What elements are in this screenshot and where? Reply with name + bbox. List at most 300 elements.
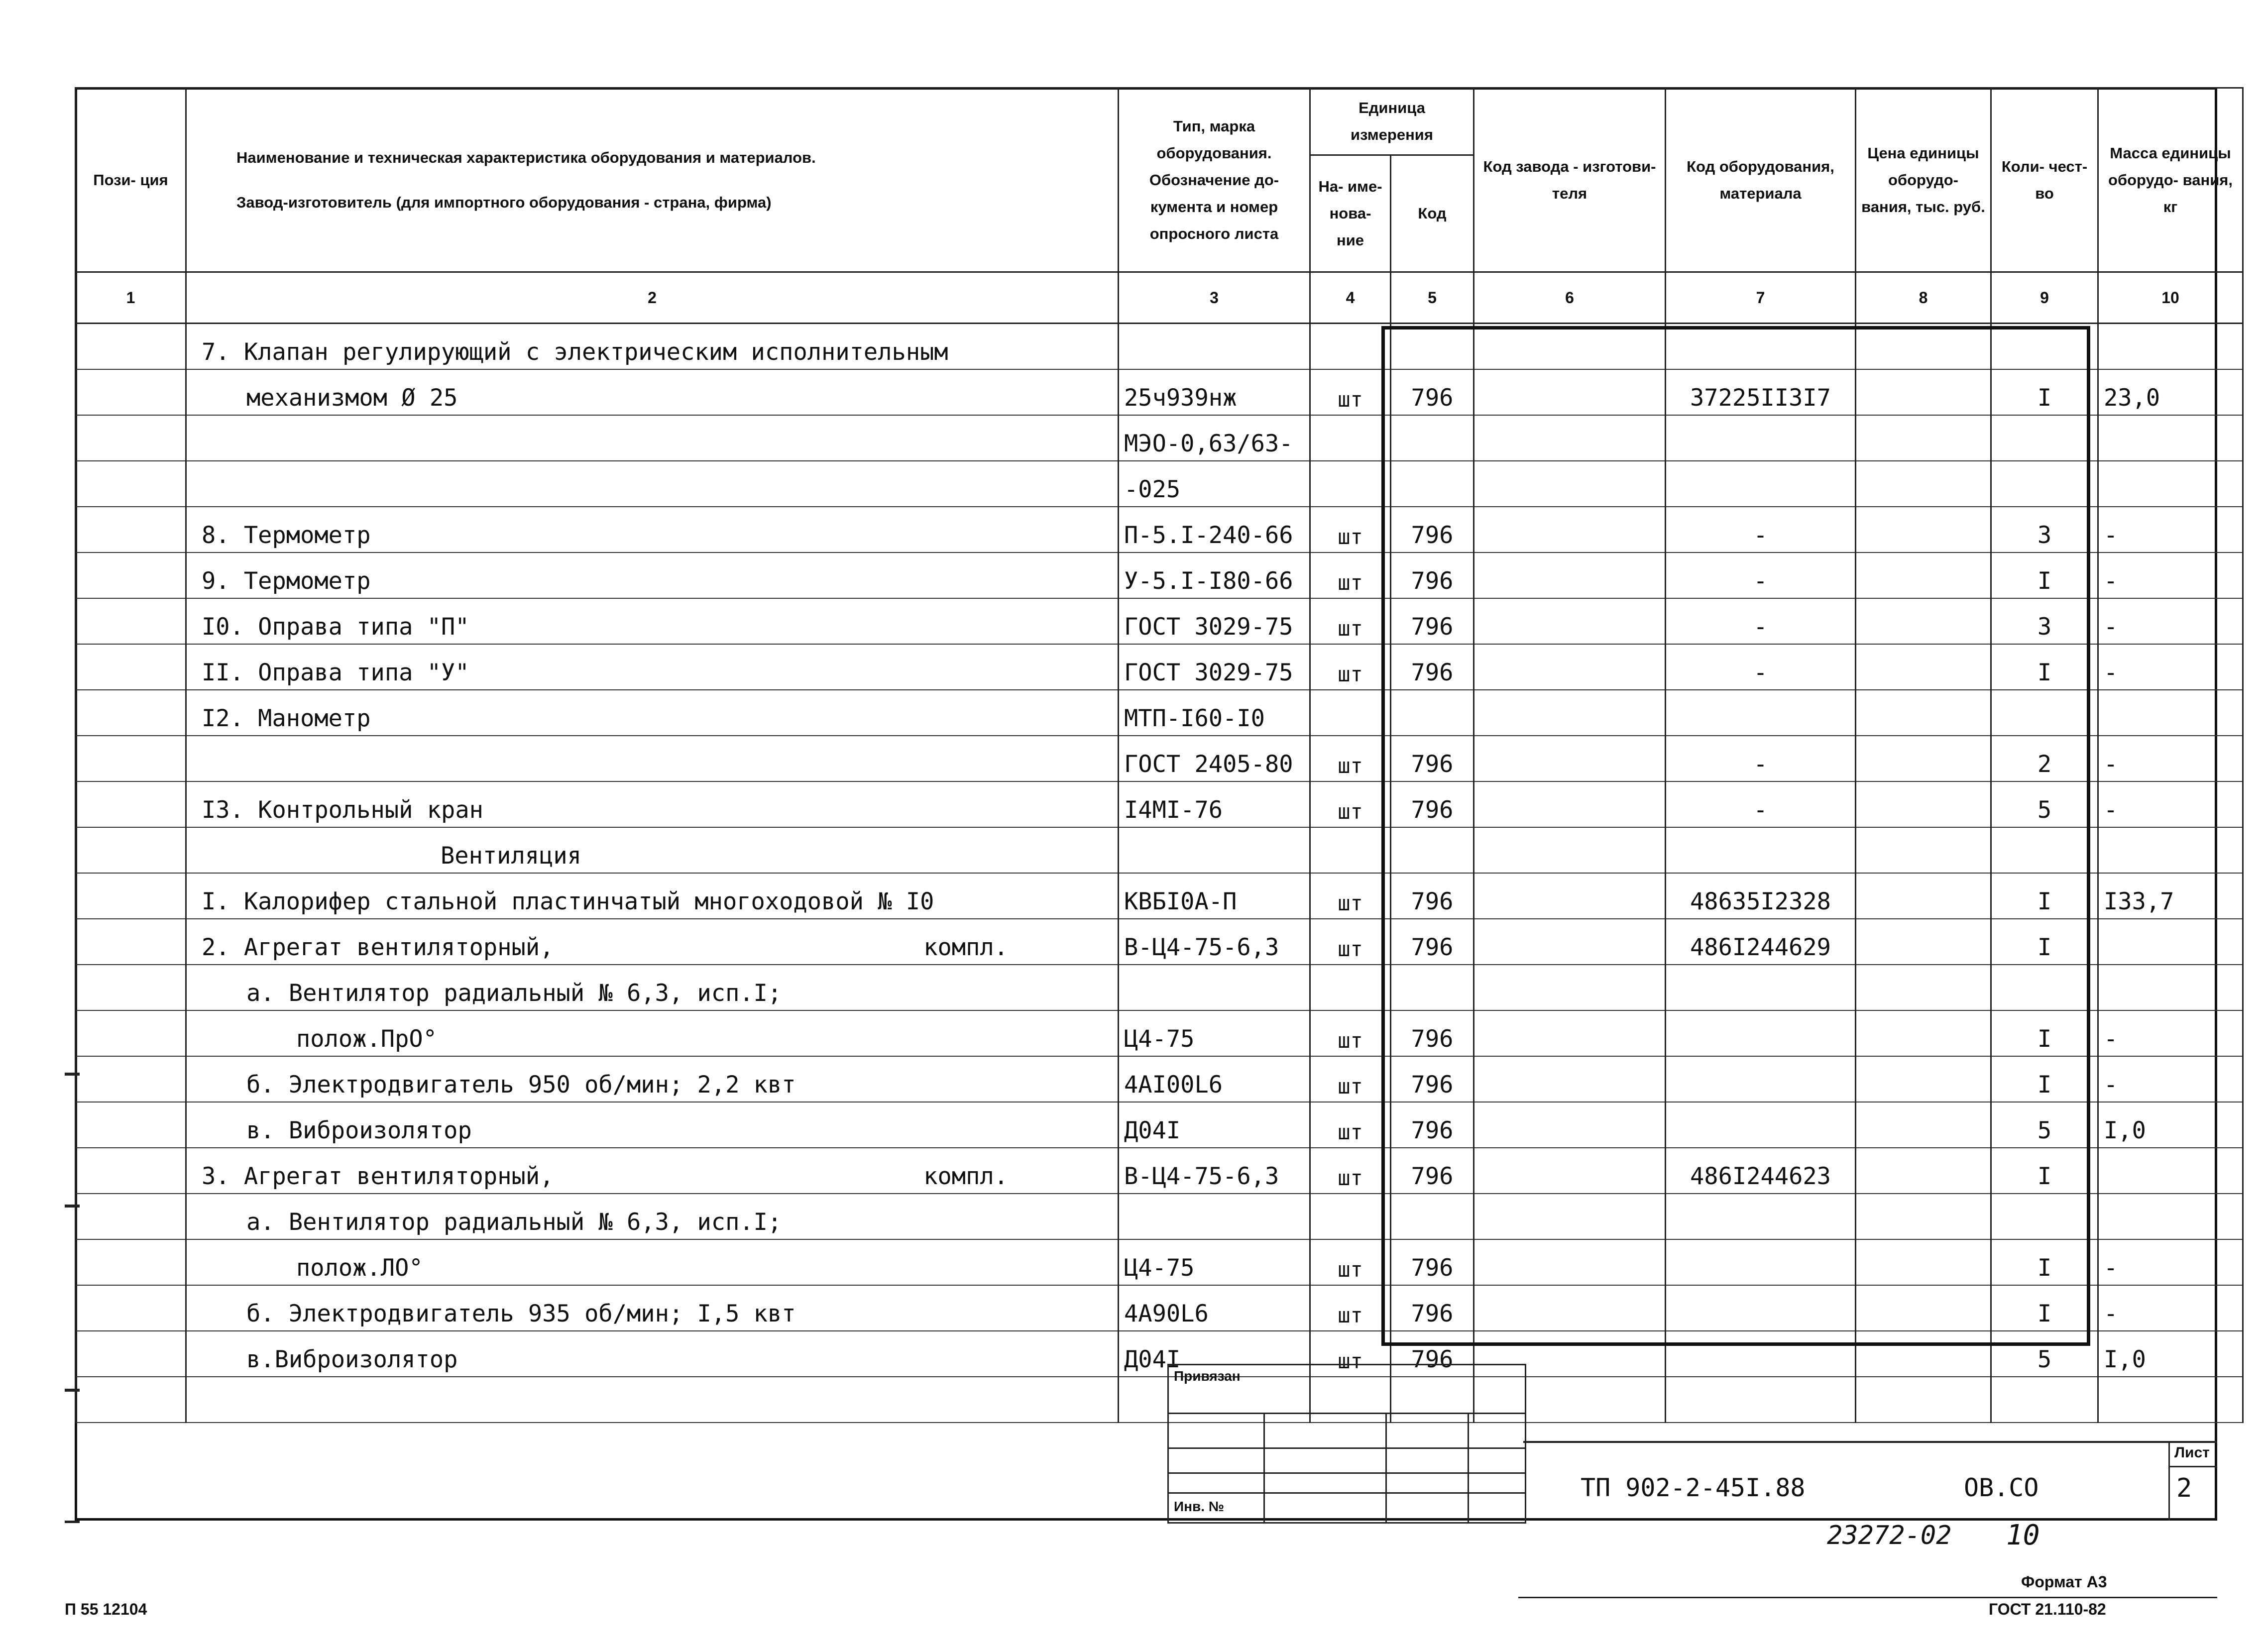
header-unit-name: На- име- нова- ние — [1310, 155, 1391, 272]
plant-cell — [1474, 1285, 1666, 1331]
stamp-divider — [1385, 1413, 1387, 1522]
table-row — [76, 827, 2243, 873]
unit-cell: шт — [1310, 781, 1391, 827]
mass-cell: - — [2098, 507, 2243, 552]
code-cell: 796 — [1391, 552, 1474, 598]
name-cell — [186, 644, 1119, 690]
header-plant-code: Код завода - изготови- теля — [1474, 88, 1666, 272]
set-label: компл. — [923, 1163, 1008, 1190]
price-cell — [1856, 369, 1991, 415]
equip-cell — [1666, 1056, 1856, 1102]
mass-cell: - — [2098, 781, 2243, 827]
position-cell — [76, 781, 186, 827]
plant-cell — [1474, 827, 1666, 873]
table-row — [76, 919, 2243, 965]
code-cell: 796 — [1391, 1102, 1474, 1148]
position-cell — [76, 598, 186, 644]
mass-cell: I33,7 — [2098, 873, 2243, 919]
column-number: 5 — [1391, 272, 1474, 324]
qty-cell: 3 — [1991, 598, 2098, 644]
price-cell — [1856, 736, 1991, 781]
name-cell — [186, 552, 1119, 598]
table-row — [76, 507, 2243, 552]
mass-cell — [2098, 415, 2243, 461]
price-cell — [1856, 415, 1991, 461]
item-name: I0. Оправа типа "П" — [202, 613, 469, 641]
position-cell — [76, 1285, 186, 1331]
qty-cell: 3 — [1991, 507, 2098, 552]
unit-cell — [1310, 1194, 1391, 1239]
type-cell: В-Ц4-75-6,3 — [1119, 1148, 1310, 1194]
name-cell — [186, 1239, 1119, 1285]
code-cell — [1391, 965, 1474, 1010]
unit-cell — [1310, 827, 1391, 873]
item-name: а. Вентилятор радиальный № 6,3, исп.I; — [246, 1209, 782, 1236]
qty-cell: I — [1991, 873, 2098, 919]
header-position: Пози- ция — [76, 88, 186, 272]
item-name: I2. Манометр — [202, 705, 371, 732]
handwritten-number: 10 — [2006, 1519, 2040, 1551]
header-equipment-code: Код оборудования, материала — [1666, 88, 1856, 272]
unit-cell: шт — [1310, 1056, 1391, 1102]
plant-cell — [1474, 1102, 1666, 1148]
mass-cell — [2098, 690, 2243, 736]
type-cell: У-5.I-I80-66 — [1119, 552, 1310, 598]
stamp-divider — [1263, 1413, 1265, 1522]
unit-cell: шт — [1310, 873, 1391, 919]
privyazan-stamp — [1167, 1364, 1526, 1524]
plant-cell — [1474, 461, 1666, 507]
mass-cell: - — [2098, 1010, 2243, 1056]
section-code: ОВ.СО — [1964, 1473, 2039, 1502]
name-cell — [186, 461, 1119, 507]
table-row — [76, 1194, 2243, 1239]
column-number: 4 — [1310, 272, 1391, 324]
table-row — [76, 965, 2243, 1010]
equip-cell: - — [1666, 736, 1856, 781]
footer-rule — [1518, 1597, 2217, 1598]
name-cell — [186, 919, 1119, 965]
type-cell: ГОСТ 3029-75 — [1119, 598, 1310, 644]
equip-cell: - — [1666, 781, 1856, 827]
title-block-rule — [2168, 1466, 2217, 1467]
unit-cell — [1310, 965, 1391, 1010]
plant-cell — [1474, 919, 1666, 965]
type-cell: ГОСТ 2405-80 — [1119, 736, 1310, 781]
qty-cell — [1991, 690, 2098, 736]
position-cell — [76, 415, 186, 461]
position-cell — [76, 1331, 186, 1377]
header-unit-group: Единица измерения — [1310, 88, 1474, 155]
qty-cell: I — [1991, 1148, 2098, 1194]
equip-cell: - — [1666, 507, 1856, 552]
column-number: 8 — [1856, 272, 1991, 324]
table-row — [76, 690, 2243, 736]
item-name: Вентиляция — [441, 842, 581, 870]
inventory-number-label: Инв. № — [1174, 1499, 1225, 1514]
code-cell: 796 — [1391, 1010, 1474, 1056]
price-cell — [1856, 598, 1991, 644]
equip-cell — [1666, 415, 1856, 461]
type-cell: 4AI00L6 — [1119, 1056, 1310, 1102]
item-name: I. Калорифер стальной пластинчатый многоходовой № I0 — [202, 888, 934, 915]
header-type: Тип, марка оборудования. Обозначение до- кумента и номер опросного листа — [1119, 88, 1310, 272]
price-cell — [1856, 690, 1991, 736]
name-cell — [186, 1010, 1119, 1056]
name-cell — [186, 1102, 1119, 1148]
qty-cell: 5 — [1991, 1102, 2098, 1148]
header-unit-code: Код — [1391, 155, 1474, 272]
code-cell: 796 — [1391, 1239, 1474, 1285]
unit-cell: шт — [1310, 1285, 1391, 1331]
type-cell: 25ч939нж — [1119, 369, 1310, 415]
unit-cell — [1310, 461, 1391, 507]
qty-cell — [1991, 965, 2098, 1010]
code-cell: 796 — [1391, 1056, 1474, 1102]
code-cell — [1391, 690, 1474, 736]
type-cell — [1119, 965, 1310, 1010]
type-cell: Д04I — [1119, 1102, 1310, 1148]
price-cell — [1856, 461, 1991, 507]
table-row — [76, 1056, 2243, 1102]
plant-cell — [1474, 598, 1666, 644]
table-row — [76, 415, 2243, 461]
price-cell — [1856, 1239, 1991, 1285]
position-cell — [76, 1194, 186, 1239]
specification-table — [75, 87, 2244, 1423]
code-cell — [1391, 461, 1474, 507]
item-name: а. Вентилятор радиальный № 6,3, исп.I; — [246, 980, 782, 1007]
unit-cell: шт — [1310, 1148, 1391, 1194]
document-designation: ТП 902-2-45I.88 — [1581, 1473, 1806, 1502]
plant-cell — [1474, 1239, 1666, 1285]
unit-cell — [1310, 415, 1391, 461]
column-number: 9 — [1991, 272, 2098, 324]
name-cell — [186, 827, 1119, 873]
qty-cell — [1991, 461, 2098, 507]
equip-cell — [1666, 1285, 1856, 1331]
mass-cell: - — [2098, 644, 2243, 690]
plant-cell — [1474, 415, 1666, 461]
price-cell — [1856, 1377, 1991, 1423]
price-cell — [1856, 1194, 1991, 1239]
price-cell — [1856, 1285, 1991, 1331]
equip-cell — [1666, 690, 1856, 736]
mass-cell — [2098, 965, 2243, 1010]
table-body — [76, 324, 2243, 1423]
mass-cell — [2098, 461, 2243, 507]
mass-cell: - — [2098, 552, 2243, 598]
plant-cell — [1474, 1056, 1666, 1102]
name-cell — [186, 1331, 1119, 1377]
name-cell — [186, 873, 1119, 919]
mass-cell: - — [2098, 598, 2243, 644]
type-cell — [1119, 827, 1310, 873]
margin-tick — [65, 1073, 80, 1076]
price-cell — [1856, 1148, 1991, 1194]
type-cell: Ц4-75 — [1119, 1010, 1310, 1056]
table-row — [76, 461, 2243, 507]
equip-cell — [1666, 1239, 1856, 1285]
equip-cell — [1666, 1194, 1856, 1239]
table-row — [76, 736, 2243, 781]
plant-cell — [1474, 690, 1666, 736]
name-cell — [186, 324, 1119, 370]
qty-cell: I — [1991, 369, 2098, 415]
stamp-rule — [1169, 1492, 1525, 1494]
type-cell: В-Ц4-75-6,3 — [1119, 919, 1310, 965]
mass-cell: I,0 — [2098, 1102, 2243, 1148]
price-cell — [1856, 552, 1991, 598]
table-row — [76, 552, 2243, 598]
code-cell: 796 — [1391, 369, 1474, 415]
type-cell: МТП-I60-I0 — [1119, 690, 1310, 736]
name-cell — [186, 598, 1119, 644]
code-cell: 796 — [1391, 781, 1474, 827]
header-name-line1: Наименование и техническая характеристика оборудования и материалов. — [236, 148, 816, 166]
position-cell — [76, 1239, 186, 1285]
position-cell — [76, 736, 186, 781]
plant-cell — [1474, 1194, 1666, 1239]
item-name: в. Виброизолятор — [246, 1117, 472, 1144]
position-cell — [76, 827, 186, 873]
price-cell — [1856, 919, 1991, 965]
code-cell — [1391, 415, 1474, 461]
margin-tick — [65, 1521, 80, 1523]
equip-cell: - — [1666, 552, 1856, 598]
position-cell — [76, 552, 186, 598]
equip-cell: - — [1666, 598, 1856, 644]
item-name: 7. Клапан регулирующий с электрическим исполнительным — [202, 338, 948, 366]
plant-cell — [1474, 644, 1666, 690]
mass-cell: - — [2098, 1285, 2243, 1331]
type-cell — [1119, 1194, 1310, 1239]
name-cell — [186, 1377, 1119, 1423]
stamp-rule — [1169, 1413, 1525, 1414]
table-row — [76, 873, 2243, 919]
item-name: 8. Термометр — [202, 522, 371, 549]
plant-cell — [1474, 324, 1666, 370]
qty-cell: 2 — [1991, 736, 2098, 781]
item-name: полож.ПрО° — [296, 1025, 437, 1053]
table-row — [76, 598, 2243, 644]
table-row — [76, 1377, 2243, 1423]
title-block-rule — [1523, 1441, 2217, 1443]
mass-cell: - — [2098, 1056, 2243, 1102]
stamp-rule — [1169, 1472, 1525, 1474]
code-cell: 796 — [1391, 873, 1474, 919]
qty-cell: I — [1991, 552, 2098, 598]
equip-cell — [1666, 1010, 1856, 1056]
header-name — [186, 88, 1119, 272]
item-name: б. Электродвигатель 935 об/мин; I,5 квт — [246, 1300, 796, 1327]
plant-cell — [1474, 369, 1666, 415]
position-cell — [76, 1056, 186, 1102]
sheet-label: Лист — [2174, 1444, 2210, 1461]
qty-cell: 5 — [1991, 781, 2098, 827]
qty-cell — [1991, 1377, 2098, 1423]
unit-cell: шт — [1310, 552, 1391, 598]
unit-cell: шт — [1310, 736, 1391, 781]
price-cell — [1856, 1331, 1991, 1377]
table-row — [76, 1331, 2243, 1377]
name-cell — [186, 1056, 1119, 1102]
plant-cell — [1474, 1148, 1666, 1194]
equip-cell — [1666, 324, 1856, 370]
mass-cell — [2098, 1377, 2243, 1423]
name-cell — [186, 736, 1119, 781]
code-cell: 796 — [1391, 1331, 1474, 1377]
equip-cell: 486I244623 — [1666, 1148, 1856, 1194]
plant-cell — [1474, 552, 1666, 598]
table-row — [76, 1239, 2243, 1285]
item-name: 3. Агрегат вентиляторный, — [202, 1163, 554, 1190]
position-cell — [76, 369, 186, 415]
type-cell: Ц4-75 — [1119, 1239, 1310, 1285]
plant-cell — [1474, 1010, 1666, 1056]
price-cell — [1856, 644, 1991, 690]
price-cell — [1856, 1056, 1991, 1102]
item-name: I3. Контрольный кран — [202, 796, 483, 824]
name-cell — [186, 1285, 1119, 1331]
column-number: 3 — [1119, 272, 1310, 324]
price-cell — [1856, 507, 1991, 552]
code-cell: 796 — [1391, 507, 1474, 552]
equip-cell — [1666, 965, 1856, 1010]
equip-cell — [1666, 1331, 1856, 1377]
privyazan-label: Привязан — [1174, 1368, 1241, 1384]
qty-cell: I — [1991, 1239, 2098, 1285]
mass-cell: - — [2098, 1239, 2243, 1285]
table-row — [76, 781, 2243, 827]
code-cell — [1391, 324, 1474, 370]
column-number: 10 — [2098, 272, 2243, 324]
type-cell: П-5.I-240-66 — [1119, 507, 1310, 552]
column-number: 1 — [76, 272, 186, 324]
table-row — [76, 1102, 2243, 1148]
unit-cell: шт — [1310, 507, 1391, 552]
table-row — [76, 1010, 2243, 1056]
unit-cell: шт — [1310, 598, 1391, 644]
column-number: 6 — [1474, 272, 1666, 324]
type-cell: 4A90L6 — [1119, 1285, 1310, 1331]
mass-cell — [2098, 1194, 2243, 1239]
unit-cell: шт — [1310, 644, 1391, 690]
name-cell — [186, 690, 1119, 736]
position-cell — [76, 1010, 186, 1056]
price-cell — [1856, 873, 1991, 919]
qty-cell: 5 — [1991, 1331, 2098, 1377]
header-row — [76, 88, 2243, 155]
position-cell — [76, 965, 186, 1010]
name-cell — [186, 1194, 1119, 1239]
mass-cell: I,0 — [2098, 1331, 2243, 1377]
position-cell — [76, 919, 186, 965]
stamp-rule — [1169, 1447, 1525, 1449]
paper-format: Формат А3 — [2021, 1573, 2107, 1591]
title-block-divider — [2168, 1441, 2170, 1521]
plant-cell — [1474, 736, 1666, 781]
unit-cell — [1310, 690, 1391, 736]
type-cell: -025 — [1119, 461, 1310, 507]
header-name-line2: Завод-изготовитель (для импортного оборудования - страна, фирма) — [236, 193, 772, 211]
stamp-divider — [1468, 1413, 1469, 1522]
price-cell — [1856, 965, 1991, 1010]
qty-cell: I — [1991, 1056, 2098, 1102]
item-name: в.Виброизолятор — [246, 1346, 458, 1373]
qty-cell — [1991, 324, 2098, 370]
table-row — [76, 1285, 2243, 1331]
mass-cell — [2098, 827, 2243, 873]
type-cell: ГОСТ 3029-75 — [1119, 644, 1310, 690]
item-name: б. Электродвигатель 950 об/мин; 2,2 квт — [246, 1071, 796, 1099]
margin-tick — [65, 1389, 80, 1392]
table-row — [76, 324, 2243, 370]
unit-cell: шт — [1310, 919, 1391, 965]
equip-cell: - — [1666, 644, 1856, 690]
item-name: 9. Термометр — [202, 567, 371, 595]
unit-cell: шт — [1310, 1331, 1391, 1377]
code-cell: 796 — [1391, 644, 1474, 690]
price-cell — [1856, 324, 1991, 370]
column-number: 7 — [1666, 272, 1856, 324]
position-cell — [76, 461, 186, 507]
unit-cell: шт — [1310, 1102, 1391, 1148]
position-cell — [76, 873, 186, 919]
position-cell — [76, 1102, 186, 1148]
price-cell — [1856, 1010, 1991, 1056]
header-quantity: Коли- чест- во — [1991, 88, 2098, 272]
name-cell — [186, 1148, 1119, 1194]
qty-cell — [1991, 1194, 2098, 1239]
unit-cell — [1310, 324, 1391, 370]
equip-cell: 48635I2328 — [1666, 873, 1856, 919]
column-number: 2 — [186, 272, 1119, 324]
print-code: П 55 12104 — [65, 1600, 147, 1618]
type-cell: I4MI-76 — [1119, 781, 1310, 827]
qty-cell — [1991, 827, 2098, 873]
plant-cell — [1474, 873, 1666, 919]
archive-number: 23272-02 — [1827, 1521, 1952, 1550]
equip-cell: 486I244629 — [1666, 919, 1856, 965]
code-cell: 796 — [1391, 736, 1474, 781]
code-cell: 796 — [1391, 598, 1474, 644]
item-name: полож.ЛО° — [296, 1254, 423, 1282]
table-row — [76, 644, 2243, 690]
type-cell: МЭО-0,63/63- — [1119, 415, 1310, 461]
plant-cell — [1474, 507, 1666, 552]
name-cell — [186, 781, 1119, 827]
table-row — [76, 1148, 2243, 1194]
plant-cell — [1474, 965, 1666, 1010]
mass-cell — [2098, 324, 2243, 370]
qty-cell: I — [1991, 919, 2098, 965]
code-cell: 796 — [1391, 1148, 1474, 1194]
qty-cell: I — [1991, 1010, 2098, 1056]
item-name: II. Оправа типа "У" — [202, 659, 469, 686]
qty-cell: I — [1991, 644, 2098, 690]
table-row — [76, 369, 2243, 415]
code-cell: 796 — [1391, 1285, 1474, 1331]
type-cell: Д04I — [1119, 1331, 1310, 1377]
header-price: Цена единицы оборудо- вания, тыс. руб. — [1856, 88, 1991, 272]
mass-cell — [2098, 1148, 2243, 1194]
code-cell: 796 — [1391, 919, 1474, 965]
name-cell — [186, 965, 1119, 1010]
qty-cell: I — [1991, 1285, 2098, 1331]
mass-cell: - — [2098, 736, 2243, 781]
price-cell — [1856, 781, 1991, 827]
